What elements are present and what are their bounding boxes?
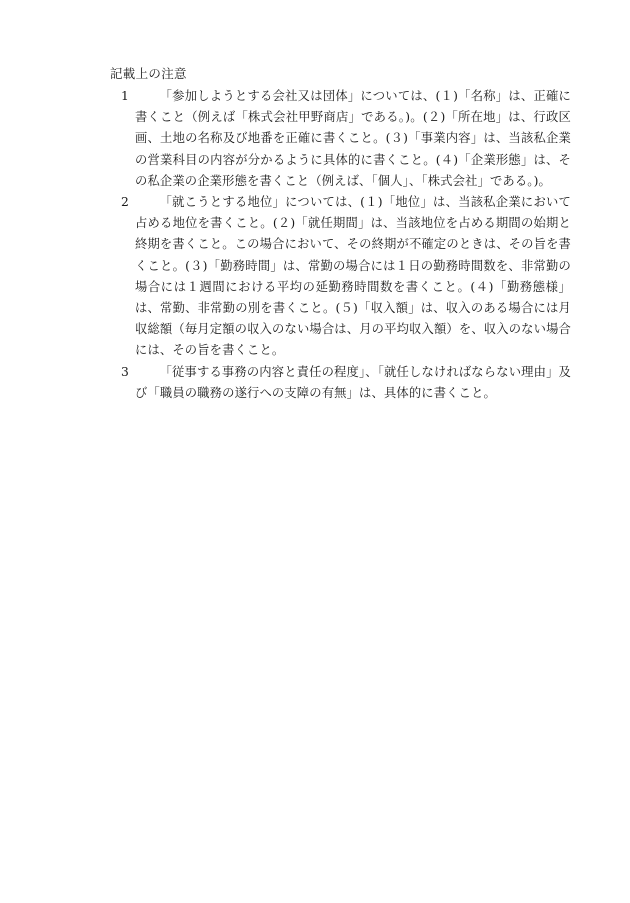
note-text: 「就こうとする地位」については、(１)「地位」は、当該私企業において占める地位を書くこと。(２)「就任期間」は、当該地位を占める期間の始期と終期を書くこと。この場合において、その終期が不確定のときは、その旨を書くこと。(３)「勤務時間」は、常勤の場合には１日の勤務時間数を、非常勤の場合には１週間における平均の延勤務時間数を書くこと。(４)「勤務態様」は、常勤、非常勤の別を書くこと。(５)「収入額」は、収入のある場合には月収総額（毎月定額の収入のない場合は、月の平均収入額）を、収入のない場合には、その旨を書くこと。 [135, 195, 571, 358]
notes-list [121, 86, 571, 404]
note-number: 1 [121, 89, 129, 103]
note-number: 3 [121, 364, 129, 379]
note-number: 2 [121, 195, 129, 210]
note-item-1 [121, 86, 571, 192]
note-item-3 [121, 362, 571, 404]
note-item-2 [121, 192, 571, 362]
note-text: 「参加しようとする会社又は団体」については、(１)「名称」は、正確に書くこと（例えば「株式会社甲野商店」である。)。(２)「所在地」は、行政区画、土地の名称及び地番を正確に書くこと。(３)「事業内容」は、当該私企業の営業科目の内容が分かるように具体的に書くこと。(４)「企業形態」は、その私企業の企業形態を書くこと（例えば、「個人」、「株式会社」である。)。 [135, 89, 571, 188]
note-text: 「従事する事務の内容と責任の程度」、「就任しなければならない理由」及び「職員の職務の遂行への支障の有無」は、具体的に書くこと。 [135, 364, 571, 400]
notes-heading: 記載上の注意 [110, 66, 187, 81]
